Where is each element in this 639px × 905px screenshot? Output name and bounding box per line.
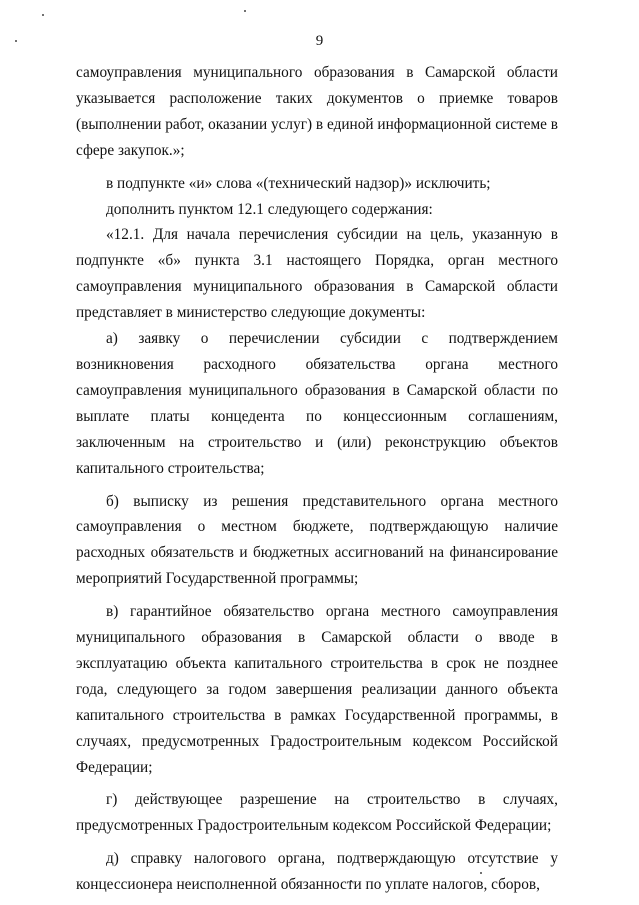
page-number: 9 [315, 33, 324, 49]
paragraph: в) гарантийное обязательство органа местного самоуправления муниципального образования в Самарской области о вводе в эксплуатацию объекта капитального строительства в срок не позднее года, следующего за годом завершения реализации данного объекта капитального строительства в рамках Государственной программы, в случаях, предусмотренных Градостроительным кодексом Российской Федерации; [76, 603, 558, 776]
paragraph: а) заявку о перечислении субсидии с подтверждением возникновения расходного обязательства органа местного самоуправления муниципального образования в Самарской области по выплате платы концедента по концессионным соглашениям, заключенным на строительство и (или) реконструкцию объектов капитального строительства; [76, 330, 558, 477]
paragraph: в подпункте «и» слова «(технический надзор)» исключить; [106, 174, 491, 192]
paragraph: «12.1. Для начала перечисления субсидии на цель, указанную в подпункте «б» пункта 3.1 настоящего Порядка, орган местного самоуправления муниципального образования в Самарской области представляет в министерство следующие документы: [76, 226, 558, 322]
document-body [76, 60, 558, 898]
paragraph: самоуправления муниципального образования в Самарской области указывается расположение таких документов о приемке товаров (выполнении работ, оказании услуг) в единой информационной системе в сфере закупок.»; [76, 64, 558, 159]
scan-speck [244, 10, 246, 12]
paragraph: б) выписку из решения представительного органа местного самоуправления о местном бюджете, подтверждающую наличие расходных обязательств и бюджетных ассигнований на финансирование мероприятий Государственной программы; [76, 492, 558, 588]
paragraph: дополнить пунктом 12.1 следующего содержания: [106, 200, 433, 218]
scan-speck [42, 14, 44, 16]
paragraph: д) справку налогового органа, подтверждающую отсутствие у концессионера неисполненной обязанности по уплате налогов, сборов, [76, 850, 558, 894]
paragraph: г) действующее разрешение на строительство в случаях, предусмотренных Градостроительным кодексом Российской Федерации; [76, 791, 558, 835]
